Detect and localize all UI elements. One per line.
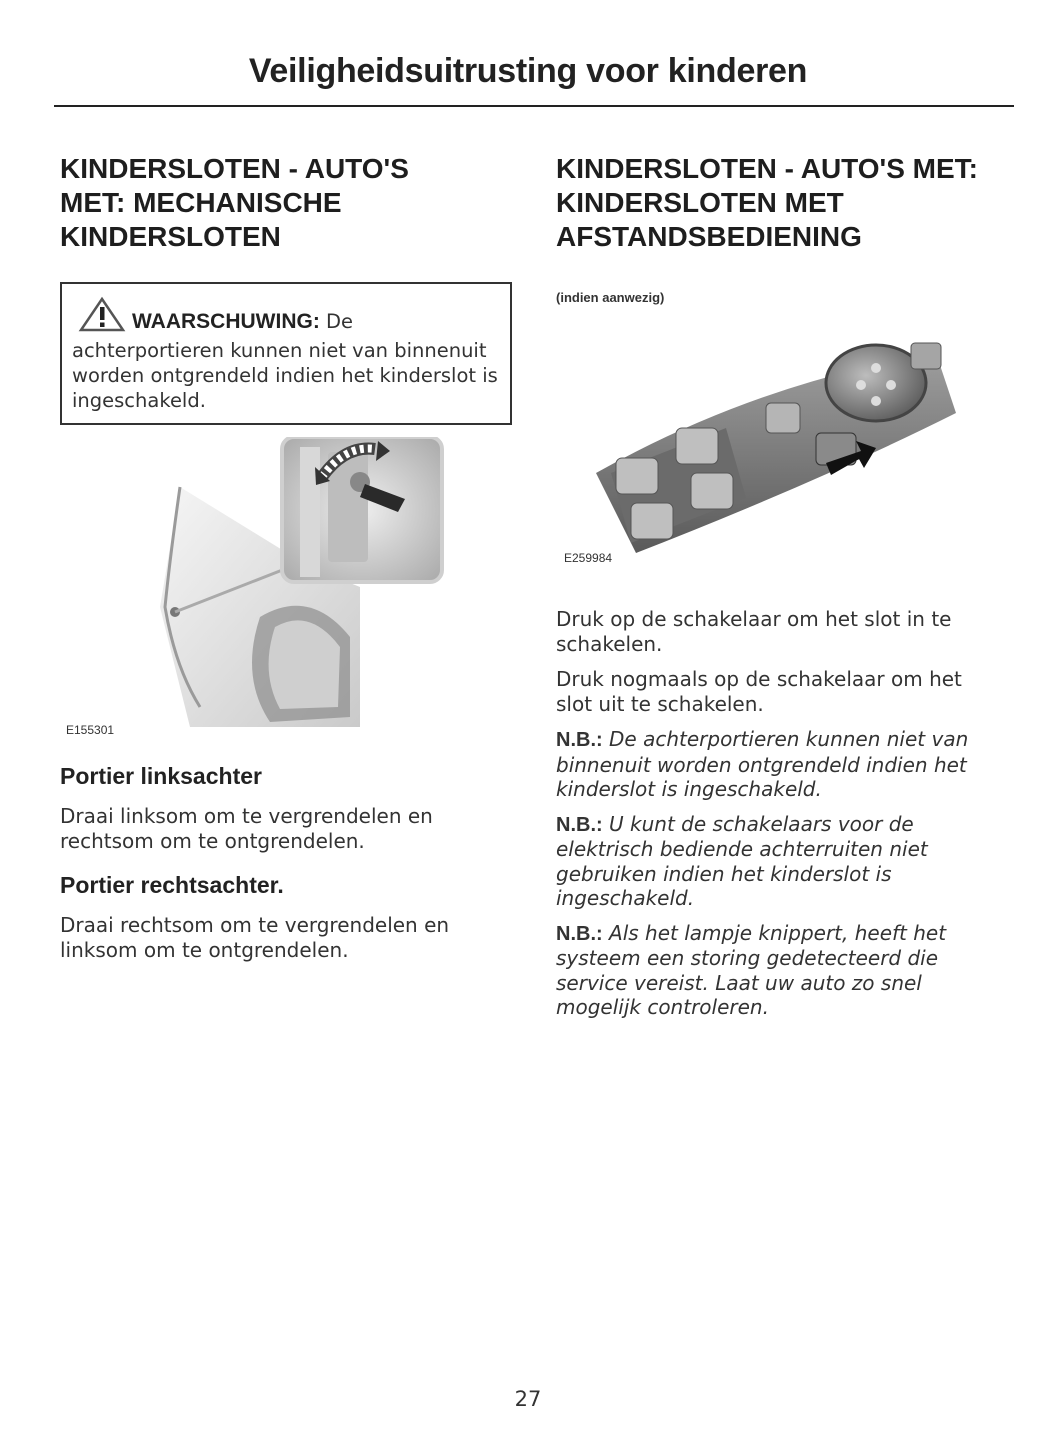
warning-box	[60, 282, 512, 425]
door-lock-figure	[60, 437, 510, 737]
instruction-enable: Druk op de schakelaar om het slot in te schakelen.	[556, 607, 952, 656]
note-3-text: Als het lampje knippert, heeft het systeem een storing gedetecteerd die service vereist. Laat uw auto zo snel mogelijk controleren.	[556, 920, 947, 1019]
door-lock-illustration	[60, 437, 510, 737]
warning-label: WAARSCHUWING:	[132, 310, 320, 333]
right-column	[556, 152, 1006, 1020]
subheading-rear-right: Portier rechtsachter.	[60, 872, 284, 898]
switch-panel-illustration	[556, 323, 1006, 573]
right-section-heading: KINDERSLOTEN - AUTO'S MET: KINDERSLOTEN MET AFSTANDSBEDIENING	[556, 153, 978, 252]
title-divider	[54, 105, 1014, 107]
figure-code-left: E155301	[66, 723, 115, 737]
subheading-rear-left: Portier linksachter	[60, 763, 262, 789]
child-lock-switch-figure	[556, 323, 1006, 593]
note-2-label: N.B.:	[556, 813, 603, 836]
rear-right-instructions: Draai rechtsom om te vergrendelen en linksom om te ontgrendelen.	[60, 913, 450, 962]
note-1-text: De achterportieren kunnen niet van binnenuit worden ontgrendeld indien het kinderslot is ingeschakeld.	[556, 727, 969, 801]
note-2	[556, 812, 976, 911]
page-number: 27	[514, 1387, 542, 1411]
warning-text: De achterportieren kunnen niet van binnenuit worden ontgrendeld indien het kinderslot is ingeschakeld.	[72, 310, 498, 412]
figure-code-right: E259984	[564, 551, 613, 565]
note-2-text: U kunt de schakelaars voor de elektrisch bediende achterruiten niet gebruiken indien het kinderslot is ingeschakeld.	[556, 811, 928, 910]
note-3	[556, 921, 976, 1020]
left-section-heading: KINDERSLOTEN - AUTO'S MET: MECHANISCHE KINDERSLOTEN	[60, 153, 409, 252]
rear-left-instructions: Draai linksom om te vergrendelen en rechtsom om te ontgrendelen.	[60, 804, 433, 853]
instruction-disable: Druk nogmaals op de schakelaar om het slot uit te schakelen.	[556, 667, 962, 716]
page-title: Veiligheidsuitrusting voor kinderen	[248, 52, 808, 90]
warning-triangle-icon	[78, 296, 126, 338]
note-3-label: N.B.:	[556, 922, 603, 945]
left-column	[60, 152, 510, 963]
availability-note: (indien aanwezig)	[556, 290, 665, 305]
note-1-label: N.B.:	[556, 729, 603, 751]
note-1	[556, 727, 996, 802]
